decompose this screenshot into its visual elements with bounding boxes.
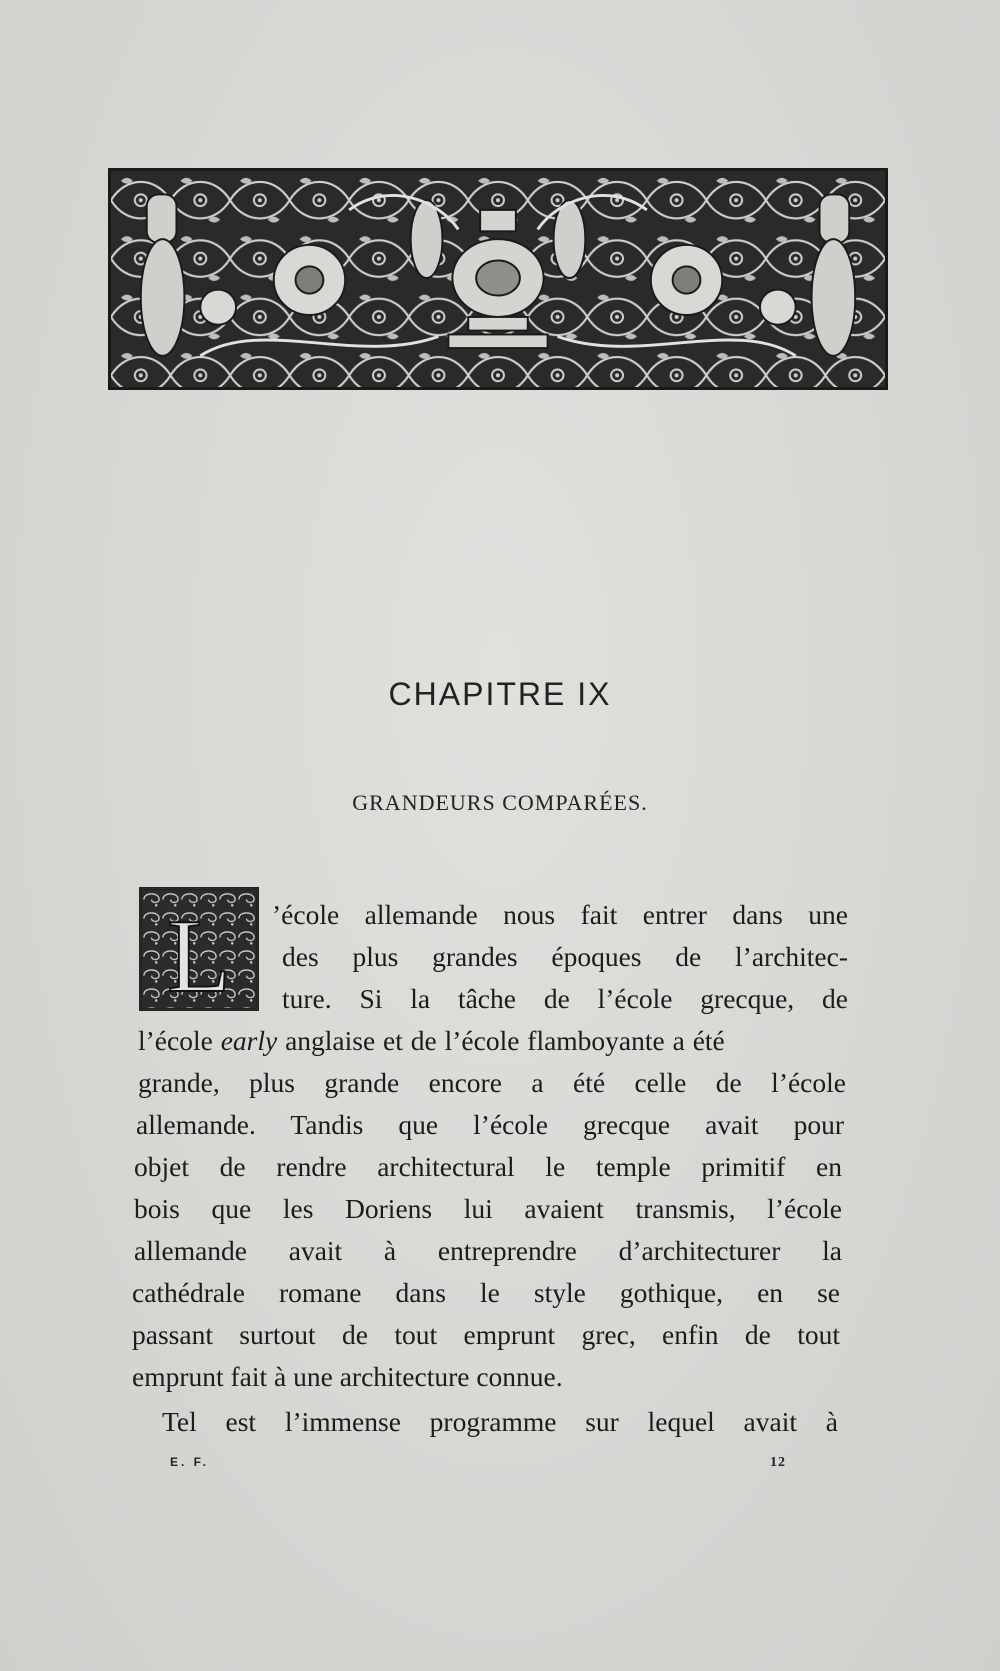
body-line-2: des plus grandes époques de l’architec- <box>282 941 848 972</box>
body-line-1: ’école allemande nous fait entrer dans une <box>272 899 848 930</box>
page-number: 12 <box>770 1455 786 1470</box>
body-line-3: ture. Si la tâche de l’école grecque, de <box>282 983 848 1014</box>
decorated-initial-icon <box>139 887 259 1011</box>
body-line-12: emprunt fait à une architecture connue. <box>132 1361 563 1392</box>
ornamental-headband-icon <box>108 168 888 390</box>
body-line-5: grande, plus grande encore a été celle de l’école <box>138 1067 846 1098</box>
body-line-9: allemande avait à entreprendre d’architecturer la <box>134 1235 842 1266</box>
chapter-title: CHAPITRE IX <box>388 676 612 712</box>
body-line-11: passant surtout de tout emprunt grec, enfin de tout <box>132 1319 840 1350</box>
chapter-subtitle: GRANDEURS COMPARÉES. <box>352 790 648 815</box>
body-line-8: bois que les Doriens lui avaient transmis, l’école <box>134 1193 842 1224</box>
body-line-4: l’école early anglaise et de l’école flamboyante a été <box>138 1025 725 1056</box>
dropcap-letter: L <box>167 897 231 1008</box>
body-line-7: objet de rendre architectural le temple primitif en <box>134 1151 842 1182</box>
body-line-6: allemande. Tandis que l’école grecque avait pour <box>136 1109 844 1140</box>
body-line-10: cathédrale romane dans le style gothique, en se <box>132 1277 840 1308</box>
printer-signature: E. F. <box>170 1455 210 1469</box>
body-line-13: Tel est l’immense programme sur lequel avait à <box>162 1406 838 1437</box>
